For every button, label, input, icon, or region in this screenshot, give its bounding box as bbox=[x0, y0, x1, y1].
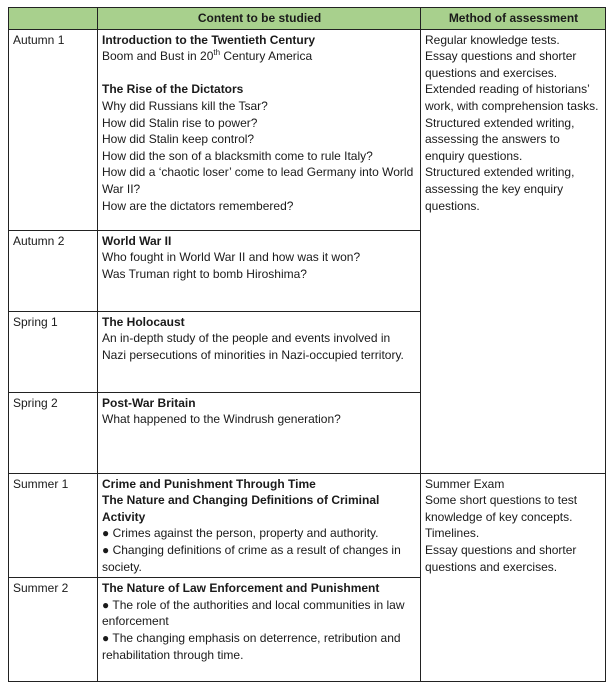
row-autumn-1 bbox=[9, 29, 606, 230]
assessment-summer bbox=[421, 473, 606, 682]
term-summer-2: Summer 2 bbox=[9, 578, 98, 682]
content-spring-1 bbox=[98, 311, 421, 392]
topic-line: Why did Russians kill the Tsar? bbox=[102, 98, 268, 113]
assessment-line: Extended reading of historians’ work, with comprehension tasks. bbox=[425, 82, 599, 113]
topic-bullet: ● The role of the authorities and local communities in law bbox=[102, 597, 405, 612]
term-spring-2: Spring 2 bbox=[9, 392, 98, 473]
header-term bbox=[9, 8, 98, 30]
content-summer-1 bbox=[98, 473, 421, 578]
topic-bullet: enforcement bbox=[102, 614, 169, 629]
assessment-line: Some short questions to test knowledge of key concepts. bbox=[425, 493, 578, 524]
assessment-line: Essay questions and shorter questions and exercises. bbox=[425, 542, 577, 574]
topic-line: Was Truman right to bomb Hiroshima? bbox=[102, 266, 307, 281]
header-assessment: Method of assessment bbox=[421, 8, 606, 30]
content-autumn-1 bbox=[98, 29, 421, 230]
assessment-line: Regular knowledge tests. bbox=[425, 32, 560, 47]
term-summer-1: Summer 1 bbox=[9, 473, 98, 578]
topic-line: Boom and Bust in 20th Century America bbox=[102, 48, 313, 64]
term-autumn-2: Autumn 2 bbox=[9, 230, 98, 311]
term-spring-1: Spring 1 bbox=[9, 311, 98, 392]
assessment-line: Essay questions and shorter questions and exercises. bbox=[425, 49, 577, 80]
topic-title: The Rise of the Dictators bbox=[102, 82, 244, 97]
assessment-autumn-spring bbox=[421, 29, 606, 473]
content-spring-2 bbox=[98, 392, 421, 473]
topic-title: Post-War Britain bbox=[102, 395, 196, 410]
header-row bbox=[9, 8, 606, 30]
topic-title: The Nature of Law Enforcement and Punishment bbox=[102, 581, 380, 596]
assessment-line: Timelines. bbox=[425, 526, 480, 541]
content-autumn-2 bbox=[98, 230, 421, 311]
topic-line: Who fought in World War II and how was it won? bbox=[102, 250, 361, 265]
topic-bullet: ● Crimes against the person, property and authority. bbox=[102, 526, 379, 541]
topic-line: What happened to the Windrush generation? bbox=[102, 412, 341, 427]
assessment-line: Summer Exam bbox=[425, 476, 505, 491]
topic-line: How did Stalin keep control? bbox=[102, 132, 255, 147]
topic-bullet: ● Changing definitions of crime as a result of changes in society. bbox=[102, 542, 401, 574]
topic-line: How did the son of a blacksmith come to rule Italy? bbox=[102, 148, 373, 163]
topic-line: How are the dictators remembered? bbox=[102, 198, 294, 213]
topic-title: The Nature and Changing Definitions of Criminal Activity bbox=[102, 493, 380, 524]
row-summer-1 bbox=[9, 473, 606, 578]
assessment-line: Structured extended writing, assessing the answers to enquiry questions. bbox=[425, 115, 575, 163]
content-summer-2 bbox=[98, 578, 421, 682]
topic-line: How did a ‘chaotic loser’ come to lead Germany into World War II? bbox=[102, 165, 414, 196]
curriculum-table bbox=[8, 7, 606, 682]
topic-title: The Holocaust bbox=[102, 314, 185, 329]
header-content: Content to be studied bbox=[98, 8, 421, 30]
topic-title: Crime and Punishment Through Time bbox=[102, 476, 316, 491]
term-autumn-1: Autumn 1 bbox=[9, 29, 98, 230]
topic-title: Introduction to the Twentieth Century bbox=[102, 32, 316, 47]
topic-bullet: ● The changing emphasis on deterrence, retribution and rehabilitation through time. bbox=[102, 630, 401, 662]
topic-line: How did Stalin rise to power? bbox=[102, 115, 258, 130]
topic-line: An in-depth study of the people and events involved in Nazi persecutions of minorities in Nazi-occupied territory. bbox=[102, 331, 404, 362]
topic-title: World War II bbox=[102, 233, 172, 248]
assessment-line: Structured extended writing, assessing the key enquiry questions. bbox=[425, 165, 575, 213]
